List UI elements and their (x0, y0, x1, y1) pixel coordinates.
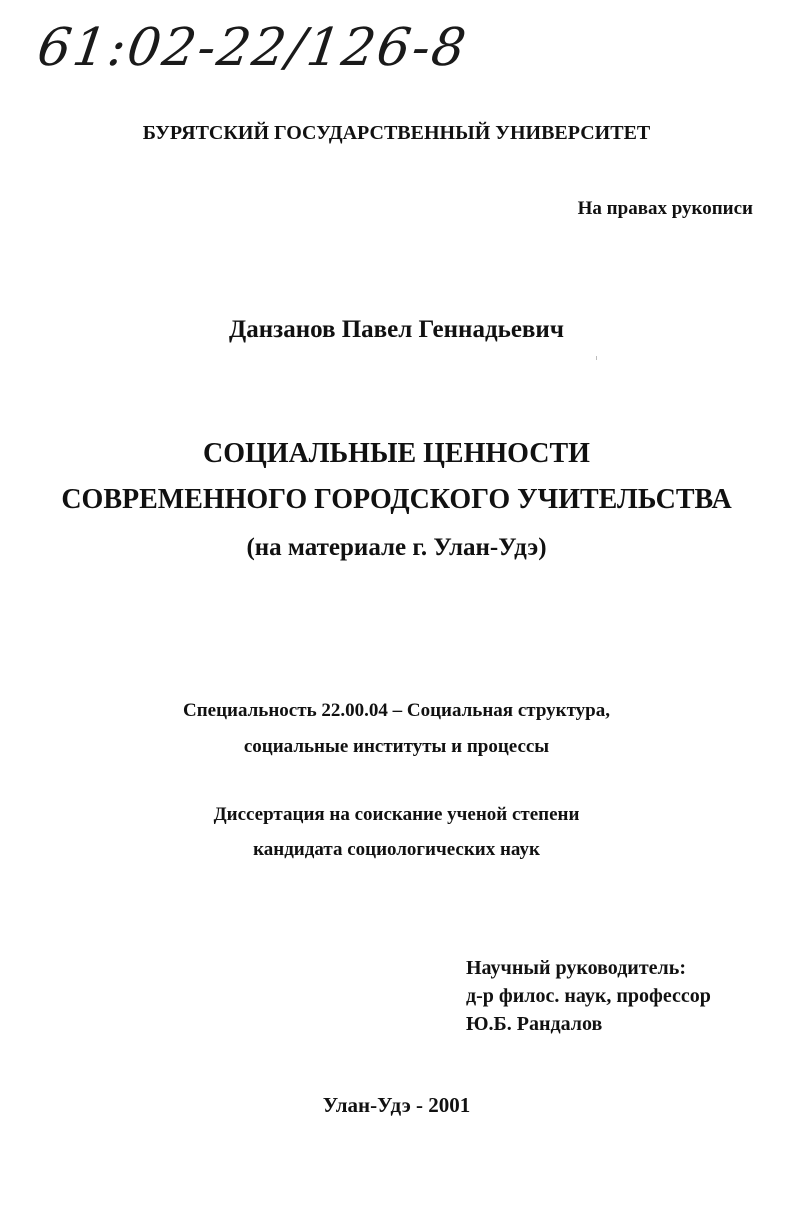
title-line-2: СОВРЕМЕННОГО ГОРОДСКОГО УЧИТЕЛЬСТВА (61, 484, 732, 515)
city-year: Улан-Удэ - 2001 (322, 1093, 471, 1117)
university-name: БУРЯТСКИЙ ГОСУДАРСТВЕННЫЙ УНИВЕРСИТЕТ (142, 122, 651, 144)
title-line-1: СОЦИАЛЬНЫЕ ЦЕННОСТИ (203, 438, 590, 469)
title-subtitle: (на материале г. Улан-Удэ) (246, 534, 547, 561)
author-name: Данзанов Павел Геннадьевич (229, 316, 564, 343)
supervisor-heading: Научный руководитель: (466, 957, 686, 979)
supervisor-name: Ю.Б. Рандалов (466, 1013, 603, 1035)
dissertation-line-1: Диссертация на соискание ученой степени (213, 804, 580, 825)
manuscript-rights: На правах рукописи (577, 198, 753, 219)
supervisor-degree: д-р филос. наук, профессор (466, 985, 711, 1007)
specialty-line-1: Специальность 22.00.04 – Социальная структура, (182, 700, 610, 721)
supervisor-block (466, 954, 711, 1038)
dissertation-line-2: кандидата социологических наук (253, 839, 540, 860)
scan-speck (596, 356, 597, 360)
handwritten-code: 61:02-22/126-8 (33, 18, 472, 78)
specialty-line-2: социальные институты и процессы (243, 736, 550, 757)
